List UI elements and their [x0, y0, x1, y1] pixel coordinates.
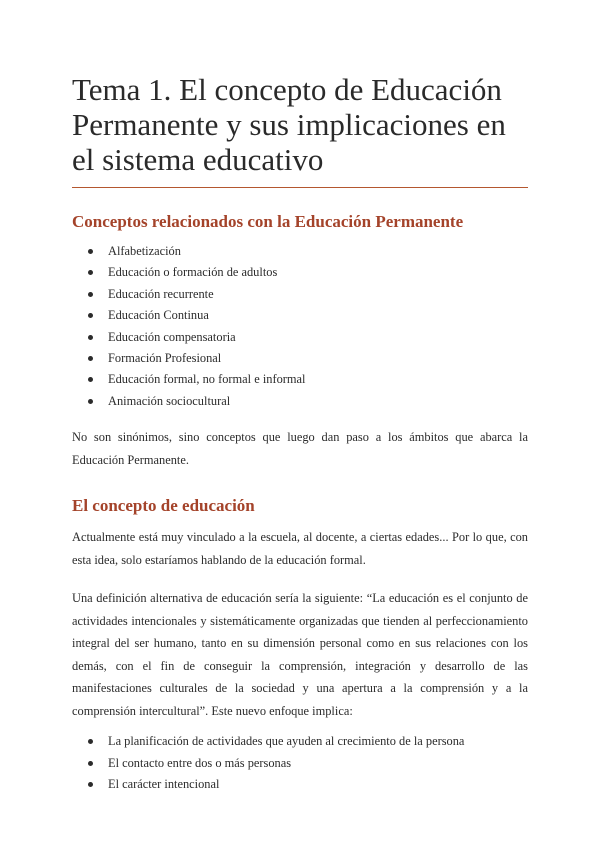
section1-paragraph: No son sinónimos, sino conceptos que luego dan paso a los ámbitos que abarca la Educación Permanente. — [72, 430, 528, 467]
list-item-text: Formación Profesional — [108, 351, 222, 366]
list-item-text: Educación formal, no formal e informal — [108, 372, 306, 387]
section-heading-related-concepts: Conceptos relacionados con la Educación Permanente — [72, 212, 464, 231]
bullet-icon — [88, 761, 93, 766]
list-item — [72, 241, 528, 262]
list-item-text: La planificación de actividades que ayuden al crecimiento de la persona — [108, 734, 465, 749]
list-item — [72, 731, 528, 752]
list-item-text: El carácter intencional — [108, 777, 220, 792]
bullet-icon — [88, 739, 93, 744]
implications-list — [72, 731, 528, 795]
bullet-icon — [88, 249, 93, 254]
section-heading-education-concept: El concepto de educación — [72, 496, 255, 516]
list-item-text: Alfabetización — [108, 244, 181, 258]
list-item-text: Educación o formación de adultos — [108, 265, 278, 280]
list-item — [72, 262, 528, 283]
list-item-text: Educación compensatoria — [108, 329, 236, 344]
list-item — [72, 391, 528, 412]
bullet-icon — [88, 292, 93, 297]
list-item — [72, 327, 528, 348]
list-item — [72, 348, 528, 369]
bullet-icon — [88, 270, 93, 275]
list-item-text: Educación recurrente — [108, 286, 214, 301]
document-title: Tema 1. El concepto de Educación Permanente y sus implicaciones en el sistema educativo — [72, 72, 506, 177]
bullet-icon — [88, 356, 93, 361]
bullet-icon — [88, 335, 93, 340]
title-divider — [72, 187, 528, 188]
list-item — [72, 369, 528, 390]
bullet-icon — [88, 313, 93, 318]
list-item-text: El contacto entre dos o más personas — [108, 755, 292, 770]
list-item-text: Animación sociocultural — [108, 393, 231, 408]
list-item — [72, 284, 528, 305]
related-concepts-list — [72, 241, 528, 412]
list-item-text: Educación Continua — [108, 308, 209, 323]
bullet-icon — [88, 377, 93, 382]
bullet-icon — [88, 399, 93, 404]
bullet-icon — [88, 782, 93, 787]
list-item — [72, 774, 528, 795]
section2-paragraph-2: Una definición alternativa de educación sería la siguiente: “La educación es el conjunto de actividades intencionales y sistemáticamente organizadas que tienden al perfeccionamiento integral del ser humano, tanto en su dimensión personal como en sus relaciones con los demás, con el fin de conseguir la comprensión, integración y desarrollo de las manifestaciones culturales de la sociedad y una apertura a la comprensión y a la comprensión intercultural”. Este nuevo enfoque implica: — [72, 591, 528, 718]
section2-paragraph-1: Actualmente está muy vinculado a la escuela, al docente, a ciertas edades... Por lo que, con esta idea, solo estaríamos hablando de la educación formal. — [72, 530, 528, 567]
list-item — [72, 305, 528, 326]
list-item — [72, 753, 528, 774]
